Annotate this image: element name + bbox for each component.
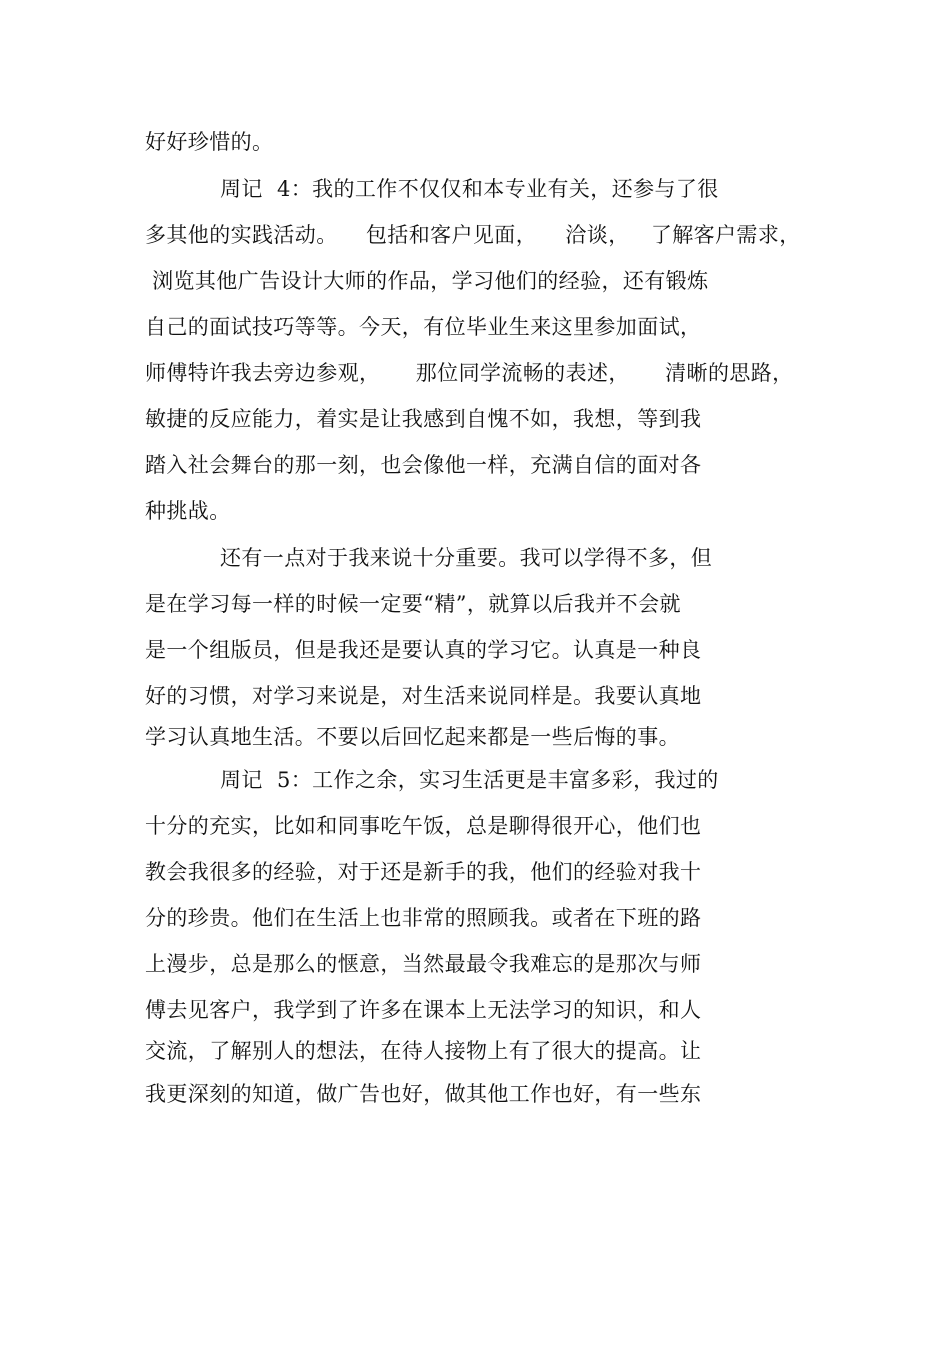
text-line-7: 敏捷的反应能力，着实是让我感到自愧不如，我想，等到我 <box>145 407 702 431</box>
text-line-22: 我更深刻的知道，做广告也好，做其他工作也好，有一些东 <box>145 1082 702 1106</box>
text-line-19: 上漫步，总是那么的惬意，当然最最令我难忘的是那次与师 <box>145 952 702 976</box>
text-line-2: 周记 4：我的工作不仅仅和本专业有关，还参与了很 <box>220 177 719 201</box>
text-line-14: 学习认真地生活。不要以后回忆起来都是一些后悔的事。 <box>145 725 680 749</box>
text-line-17: 教会我很多的经验，对于还是新手的我，他们的经验对我十 <box>145 860 702 884</box>
text-line-10: 还有一点对于我来说十分重要。我可以学得不多，但 <box>220 546 713 570</box>
text-line-9: 种挑战。 <box>145 499 231 523</box>
text-line-12: 是一个组版员，但是我还是要认真的学习它。认真是一种良 <box>145 638 702 662</box>
text-line-6: 师傅特许我去旁边参观， 那位同学流畅的表述， 清晰的思路， <box>145 361 794 385</box>
text-line-18: 分的珍贵。他们在生活上也非常的照顾我。或者在下班的路 <box>145 906 702 930</box>
text-line-5: 自己的面试技巧等等。今天，有位毕业生来这里参加面试， <box>145 315 702 339</box>
text-line-4: 浏览其他广告设计大师的作品，学习他们的经验，还有锻炼 <box>145 269 709 293</box>
text-line-11: 是在学习每一样的时候一定要“精”，就算以后我并不会就 <box>145 592 681 616</box>
text-line-1: 好好珍惜的。 <box>145 130 274 154</box>
text-line-15: 周记 5：工作之余，实习生活更是丰富多彩，我过的 <box>220 768 719 792</box>
text-line-8: 踏入社会舞台的那一刻，也会像他一样，充满自信的面对各 <box>145 453 702 477</box>
text-line-13: 好的习惯，对学习来说是，对生活来说同样是。我要认真地 <box>145 684 702 708</box>
text-line-21: 交流，了解别人的想法，在待人接物上有了很大的提高。让 <box>145 1039 702 1063</box>
text-line-3: 多其他的实践活动。 包括和客户见面， 洽谈， 了解客户需求， <box>145 223 801 247</box>
text-line-16: 十分的充实，比如和同事吃午饭，总是聊得很开心，他们也 <box>145 814 702 838</box>
text-line-20: 傅去见客户，我学到了许多在课本上无法学习的知识，和人 <box>145 998 702 1022</box>
